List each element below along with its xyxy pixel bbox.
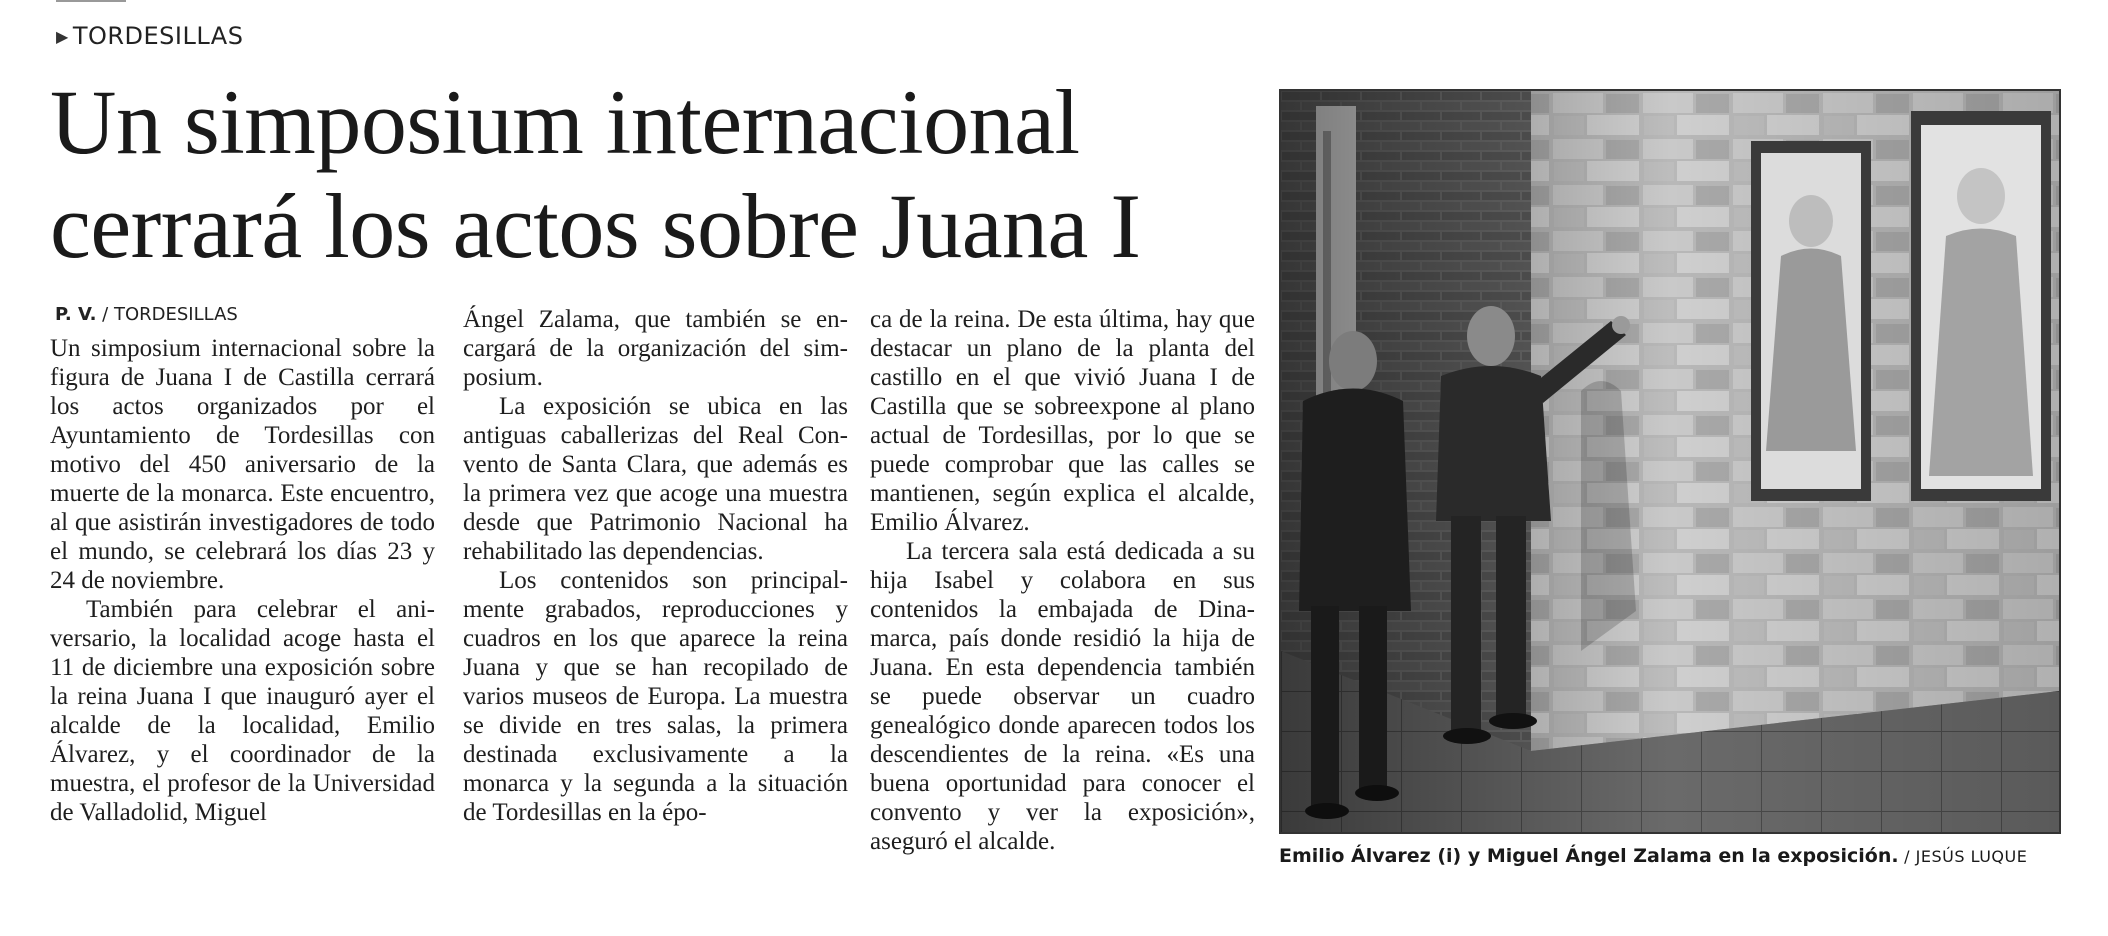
article-column-1 xyxy=(50,334,435,827)
photo-credit: / JESÚS LUQUE xyxy=(1898,847,2028,866)
section-marker-icon: ▶ xyxy=(56,26,69,46)
section-label-text: TORDESILLAS xyxy=(72,22,244,50)
byline-author: P. V. xyxy=(55,304,97,325)
byline-separator: / xyxy=(96,304,114,325)
section-label xyxy=(56,22,243,50)
byline-place: TORDESILLAS xyxy=(113,304,238,325)
paragraph: También para celebrar el aniversario, la localidad acoge hasta el 11 de diciembre una exposición sobre la reina Juana I que inauguró ayer el alcalde de la localidad, Emilio Álvarez, y el coordinador de la muestra, el profesor de la Universidad de Valladolid, Miguel xyxy=(50,596,435,826)
article-column-2 xyxy=(463,305,848,827)
painting-left xyxy=(1751,141,1871,501)
caption-text: Emilio Álvarez (i) y Miguel Ángel Zalama en la exposición. xyxy=(1279,845,1899,867)
top-rule xyxy=(56,0,126,2)
paragraph: Ángel Zalama, que también se encargará de la organización del simposium. xyxy=(463,306,848,391)
painting-right xyxy=(1911,111,2051,501)
paragraph: ca de la reina. De esta última, hay que destacar un plano de la planta del castillo en el que vivió Juana I de Castilla que se sobreexpone al plano actual de Tordesillas, por lo que se puede comprobar que las calles se mantienen, según explica el alcalde, Emilio Álvarez. xyxy=(870,306,1255,536)
photo-caption xyxy=(1279,845,2027,867)
headline-line-1: Un simposium internacional xyxy=(50,71,1080,173)
paragraph: Los contenidos son principalmente grabados, reproducciones y cuadros en los que aparece la reina Juana y que se han recopilado de varios museos de Europa. La muestra se divide en tres salas, la primera destinada exclusivamente a la monarca y la segunda a la situación de Tordesillas en la épo- xyxy=(463,567,848,826)
exhibition-photo-illustration xyxy=(1281,91,2059,832)
exhibition-photo xyxy=(1279,89,2061,834)
article-column-3 xyxy=(870,305,1255,856)
headline-line-2: cerrará los actos sobre Juana I xyxy=(50,175,1141,277)
headline xyxy=(50,70,1250,278)
byline xyxy=(55,304,238,325)
paragraph: La exposición se ubica en las antiguas caballerizas del Real Convento de Santa Clara, que además es la primera vez que acoge una muestra desde que Patrimonio Nacional ha rehabilitado las dependencias. xyxy=(463,393,848,565)
paragraph: La tercera sala está dedicada a su hija Isabel y colabora en sus contenidos la embajada de Dinamarca, país donde residió la hija de Juana. En esta dependencia también se puede observar un cuadro genealógico donde aparecen todos los descendientes de la reina. «Es una buena oportunidad para conocer el convento y ver la exposición», aseguró el alcalde. xyxy=(870,538,1255,855)
paragraph: Un simposium internacional sobre la figura de Juana I de Castilla cerrará los actos organizados por el Ayuntamiento de Tordesillas con motivo del 450 aniversario de la muerte de la monarca. Este encuentro, al que asistirán investigadores de todo el mundo, se celebrará los días 23 y 24 de noviembre. xyxy=(50,335,435,594)
